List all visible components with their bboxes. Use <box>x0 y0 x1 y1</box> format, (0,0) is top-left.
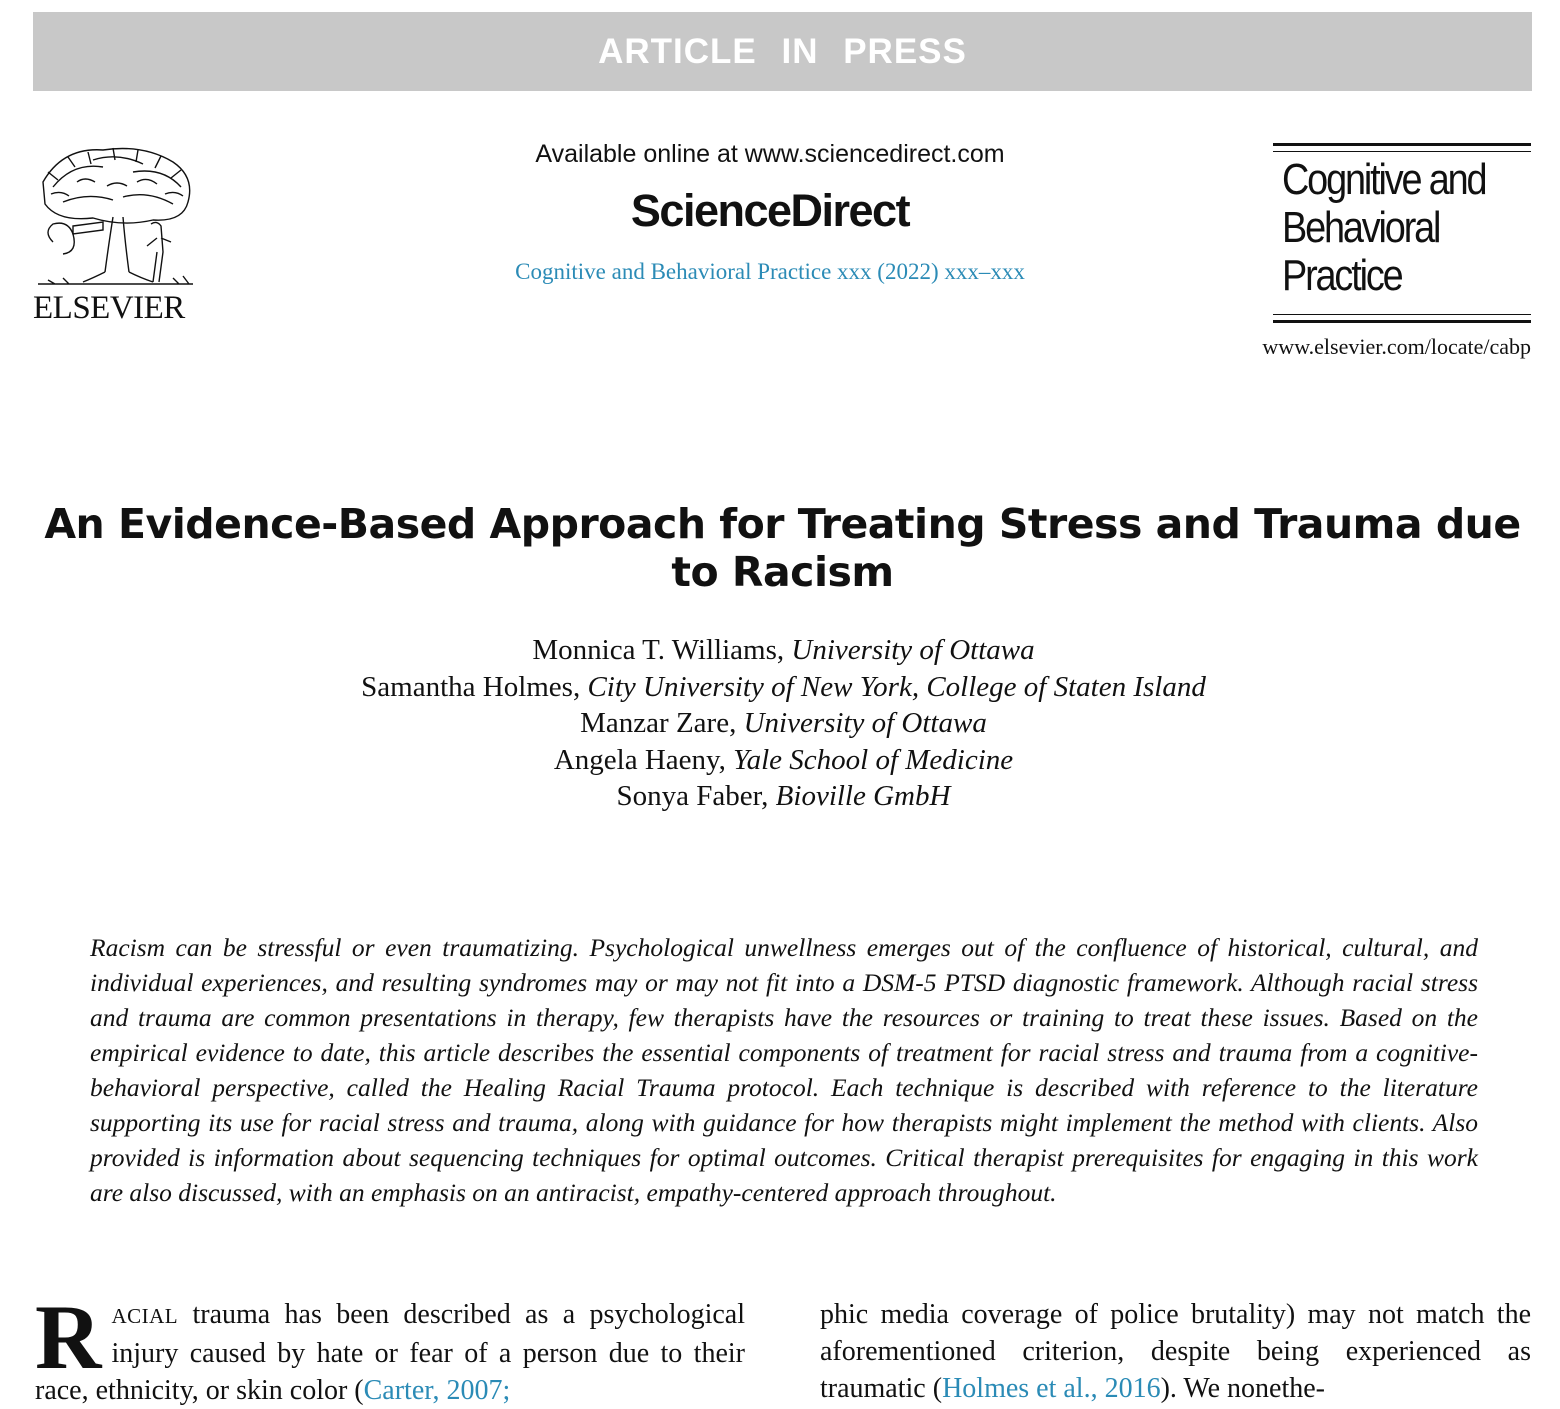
body-smallcaps: ACIAL <box>111 1304 179 1328</box>
elsevier-wordmark: ELSEVIER <box>33 290 185 326</box>
author-entry <box>0 705 1560 742</box>
journal-citation-link[interactable]: Cognitive and Behavioral Practice xxx (2022) xxx–xxx <box>515 259 1025 284</box>
available-online-text: Available online at www.sciencedirect.com <box>535 140 1005 168</box>
banner-text: ARTICLE IN PRESS <box>598 31 967 71</box>
author-name: Manzar Zare, <box>580 707 737 739</box>
article-title-line: An Evidence-Based Approach for Treating Stress and Trauma due <box>44 500 1521 548</box>
journal-title-line: Cognitive and <box>1282 155 1486 204</box>
body-text: trauma has been described as a psychological injury caused by hate or fear of a person due to their race, ethnicity, or skin color ( <box>35 1299 745 1406</box>
author-name: Angela Haeny, <box>553 743 726 776</box>
journal-title-box <box>1273 143 1531 323</box>
author-affiliation: Yale School of Medicine <box>733 743 1014 776</box>
author-affiliation: Bioville GmbH <box>775 780 951 812</box>
journal-url-link[interactable]: www.elsevier.com/locate/cabp <box>1262 334 1531 359</box>
author-name: Monnica T. Williams, <box>532 634 785 666</box>
author-entry <box>0 778 1560 815</box>
elsevier-logo <box>33 142 201 325</box>
drop-cap: R <box>35 1286 102 1388</box>
article-in-press-banner <box>33 12 1532 91</box>
author-entry <box>0 742 1560 779</box>
author-entry <box>0 669 1560 706</box>
body-column-right <box>820 1296 1531 1407</box>
body-text: phic media coverage of police brutality) may not match the aforementioned criterion, despite being experienced as traumatic ( <box>820 1299 1531 1404</box>
citation-link[interactable]: Holmes et al., 2016 <box>942 1373 1161 1404</box>
citation-link[interactable]: Carter, 2007; <box>363 1375 511 1406</box>
journal-title-line: Behavioral <box>1282 203 1440 252</box>
author-affiliation: City University of New York, College of Staten Island <box>587 670 1206 703</box>
journal-header <box>320 140 1220 285</box>
journal-title-line: Practice <box>1282 251 1402 300</box>
sciencedirect-logo: ScienceDirect <box>630 185 910 236</box>
body-text: ). We nonethe- <box>1160 1373 1325 1404</box>
author-name: Sonya Faber, <box>616 780 769 812</box>
author-entry <box>0 632 1560 669</box>
author-name: Samantha Holmes, <box>361 670 581 703</box>
article-title-line: to Racism <box>671 548 894 596</box>
author-affiliation: University of Ottawa <box>743 707 987 739</box>
article-title <box>30 500 1535 596</box>
author-affiliation: University of Ottawa <box>791 634 1035 666</box>
author-list <box>0 632 1560 815</box>
journal-title <box>1282 156 1485 300</box>
abstract: Racism can be stressful or even traumatizing. Psychological unwellness emerges out of the confluence of historical, cultural, and individual experiences, and resulting syndromes may or may not fit into a DSM-5 PTSD diagnostic framework. Although racial stress and trauma are common presentations in therapy, few therapists have the resources or training to treat these issues. Based on the empirical evidence to date, this article describes the essential components of treatment for racial stress and trauma from a cognitive-behavioral perspective, called the Healing Racial Trauma protocol. Each technique is described with reference to the literature supporting its use for racial stress and trauma, along with guidance for how therapists might implement the method with clients. Also provided is information about sequencing techniques for optimal outcomes. Critical therapist prerequisites for engaging in this work are also discussed, with an emphasis on an antiracist, empathy-centered approach throughout. <box>90 933 1478 1207</box>
body-column-left <box>35 1286 745 1409</box>
elsevier-tree-icon <box>33 142 198 290</box>
